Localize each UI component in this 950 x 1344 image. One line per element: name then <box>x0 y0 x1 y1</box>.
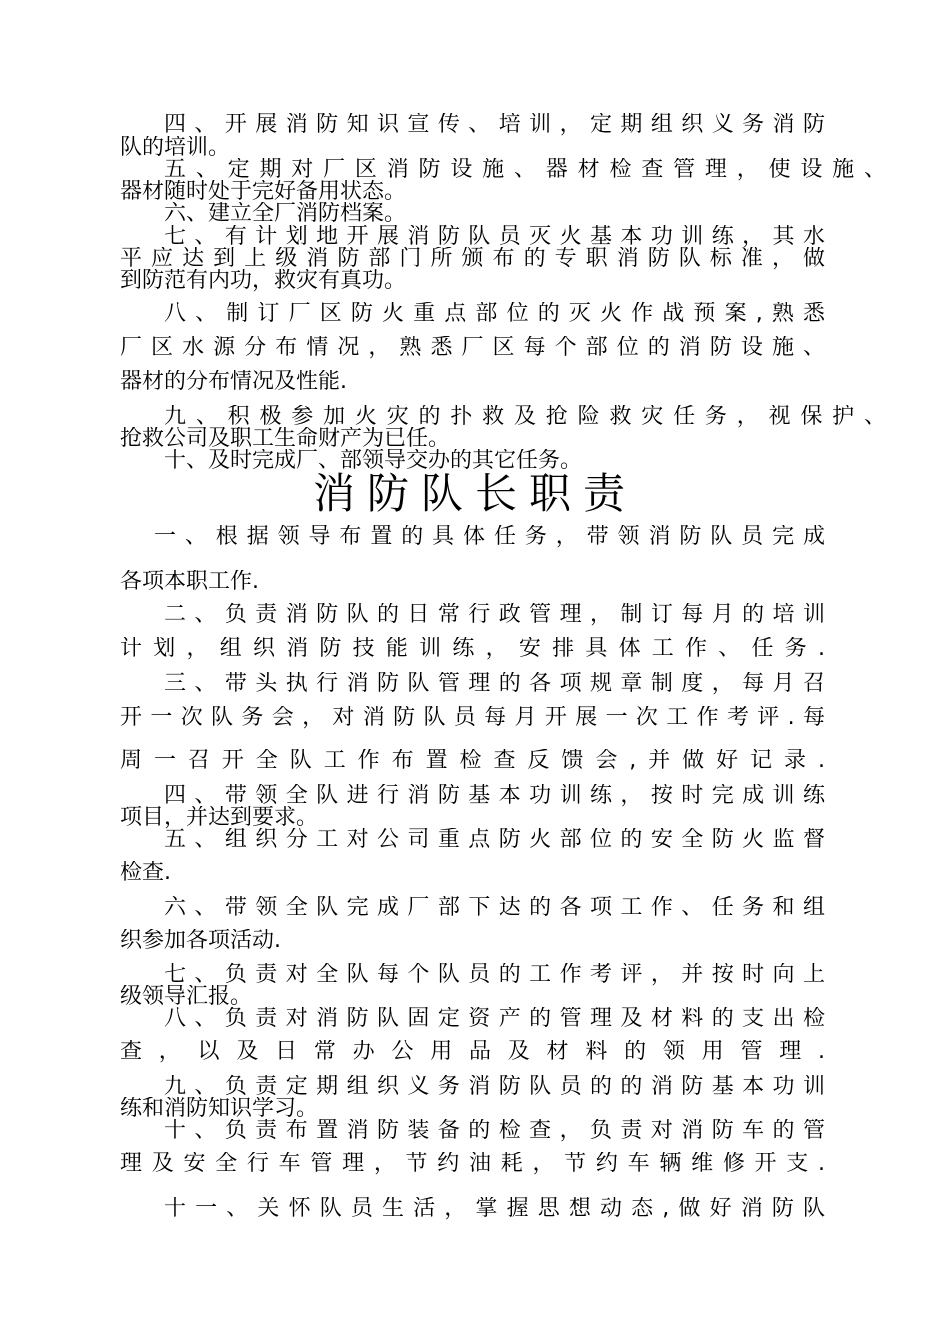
lower-line-10: 五、组织分工对公司重点防火部位的安全防火监督 <box>164 828 825 852</box>
lower-line-17: 查，以及日常办公用品及材料的领用管理. <box>120 1040 825 1064</box>
lower-line-4: 计划，组织消防技能训练，安排具体工作、任务. <box>120 637 825 661</box>
lower-line-13: 织参加各项活动. <box>120 929 281 953</box>
lower-line-16: 八、负责对消防队固定资产的管理及材料的支出检 <box>164 1007 825 1031</box>
lower-line-3: 二、负责消防队的日常行政管理，制订每月的培训 <box>164 603 825 627</box>
lower-line-14: 七、负责对全队每个队员的工作考评，并按时向上 <box>164 963 825 987</box>
upper-line-9: 八、制订厂区防火重点部位的灭火作战预案,熟悉 <box>164 302 825 326</box>
lower-line-7: 周一召开全队工作布置检查反馈会,并做好记录. <box>120 749 825 773</box>
upper-line-4: 器材随时处于完好备用状态。 <box>120 180 407 204</box>
upper-line-14: 十、及时完成厂、部领导交办的其它任务。 <box>164 449 583 473</box>
lower-line-21: 理及安全行车管理，节约油耗，节约车辆维修开支. <box>120 1152 825 1176</box>
lower-line-11: 检查. <box>120 861 171 885</box>
lower-line-6: 开一次队务会，对消防队员每月开展一次工作考评.每 <box>120 706 825 730</box>
upper-line-6: 七、有计划地开展消防队员灭火基本功训练，其水 <box>164 225 825 249</box>
lower-line-2: 各项本职工作. <box>120 570 259 594</box>
lower-line-9: 项目，并达到要求。 <box>120 806 319 830</box>
lower-line-8: 四、带领全队进行消防基本功训练，按时完成训练 <box>164 784 825 808</box>
upper-line-5: 六、建立全厂消防档案。 <box>164 202 407 226</box>
lower-line-18: 九、负责定期组织义务消防队员的的消防基本功训 <box>164 1075 825 1099</box>
upper-line-2: 队的培训。 <box>120 136 231 160</box>
section-title: 消防队长职责 <box>312 469 637 518</box>
lower-line-20: 十、负责布置消防装备的检查，负责对消防车的管 <box>164 1119 825 1143</box>
lower-line-15: 级领导汇报。 <box>120 985 253 1009</box>
upper-line-8: 到防范有内功，救灾有真功。 <box>120 269 407 293</box>
upper-line-7: 平应达到上级消防部门所颁布的专职消防队标准，做 <box>120 247 825 271</box>
upper-line-12: 九、积极参加火灾的扑救及抢险救灾任务，视保护、 <box>164 405 886 429</box>
lower-line-19: 练和消防知识学习。 <box>120 1097 319 1121</box>
lower-line-12: 六、带领全队完成厂部下达的各项工作、任务和组 <box>164 896 825 920</box>
lower-line-5: 三、带头执行消防队管理的各项规章制度，每月召 <box>164 672 825 696</box>
lower-line-22: 十一、关怀队员生活，掌握思想动态,做好消防队 <box>164 1197 825 1221</box>
upper-line-11: 器材的分布情况及性能. <box>120 370 347 394</box>
upper-line-1: 四、开展消防知识宣传、培训，定期组织义务消防 <box>164 113 825 137</box>
upper-line-3: 五、定期对厂区消防设施、器材检查管理，使设施、 <box>164 158 886 182</box>
upper-line-13: 抢救公司及职工生命财产为已任。 <box>120 427 451 451</box>
lower-line-1: 一、根据领导布置的具体任务，带领消防队员完成 <box>154 525 825 549</box>
upper-line-10: 厂区水源分布情况，熟悉厂区每个部位的消防设施、 <box>120 336 825 360</box>
